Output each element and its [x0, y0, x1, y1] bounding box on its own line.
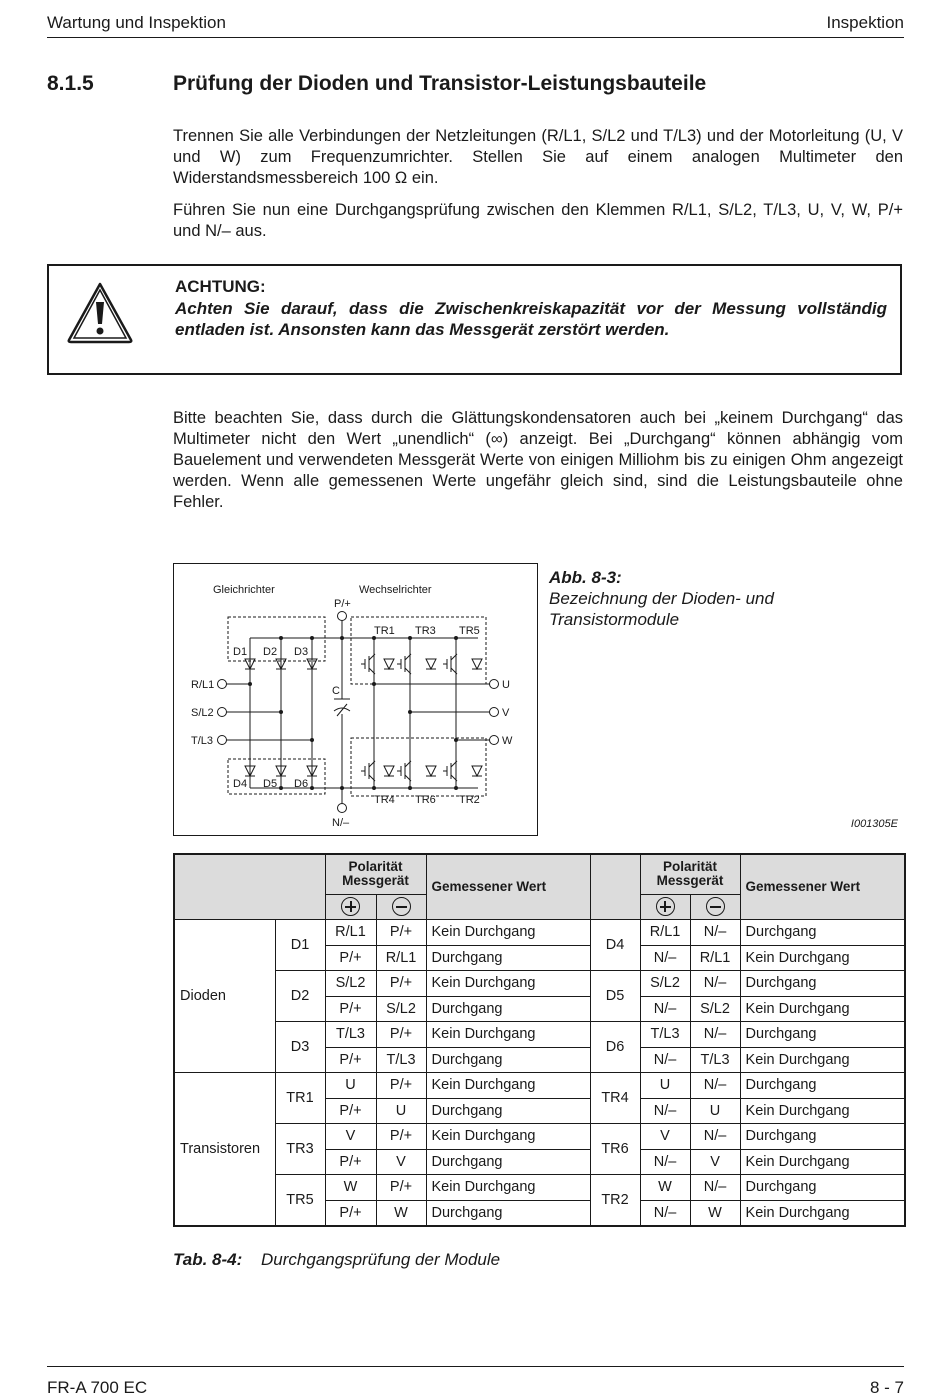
plus-probe-cell: P/+ — [325, 996, 376, 1022]
header-polarity-left: Polarität Messgerät — [325, 854, 426, 894]
plus-probe-cell: N/– — [640, 945, 690, 971]
header-chapter: Wartung und Inspektion — [47, 13, 226, 32]
label-tr1: TR1 — [374, 625, 395, 637]
table-header-row — [174, 854, 905, 894]
label-sl2: S/L2 — [191, 707, 214, 719]
measured-value-cell: Kein Durchgang — [426, 1073, 590, 1099]
table-caption-label: Tab. 8-4: — [173, 1250, 243, 1269]
plus-probe-cell: N/– — [640, 1047, 690, 1073]
measured-value-cell: Durchgang — [740, 1175, 905, 1201]
header-empty-right — [590, 854, 640, 920]
table-row — [174, 1175, 905, 1201]
label-tr3: TR3 — [415, 625, 436, 637]
header-measured-left: Gemessener Wert — [426, 854, 590, 920]
plus-terminal-icon — [640, 894, 690, 920]
module-label: TR5 — [275, 1175, 325, 1226]
measured-value-cell: Kein Durchgang — [740, 996, 905, 1022]
warning-title: ACHTUNG: — [175, 277, 266, 296]
continuity-table — [173, 853, 906, 1227]
minus-probe-cell: P/+ — [376, 1073, 426, 1099]
minus-probe-cell: U — [376, 1098, 426, 1124]
minus-probe-cell: S/L2 — [376, 996, 426, 1022]
module-label: D2 — [275, 971, 325, 1022]
measured-value-cell: Kein Durchgang — [740, 1098, 905, 1124]
measured-value-cell: Durchgang — [426, 1047, 590, 1073]
label-tl3: T/L3 — [191, 735, 214, 747]
header-section: Inspektion — [826, 13, 904, 32]
minus-probe-cell: P/+ — [376, 1022, 426, 1048]
measured-value-cell: Durchgang — [426, 1098, 590, 1124]
module-label: D6 — [590, 1022, 640, 1073]
table-row — [174, 1124, 905, 1150]
figure-caption — [549, 567, 774, 630]
minus-probe-cell: U — [690, 1098, 740, 1124]
label-d3: D3 — [294, 646, 309, 658]
plus-probe-cell: R/L1 — [325, 920, 376, 946]
minus-probe-cell: N/– — [690, 1022, 740, 1048]
measured-value-cell: Kein Durchgang — [740, 1047, 905, 1073]
figure-caption-line2: Transistormodule — [549, 610, 680, 629]
module-label: TR1 — [275, 1073, 325, 1124]
plus-probe-cell: N/– — [640, 1098, 690, 1124]
page-footer — [47, 1366, 904, 1397]
measured-value-cell: Kein Durchgang — [426, 971, 590, 997]
measured-value-cell: Durchgang — [426, 1149, 590, 1175]
plus-probe-cell: T/L3 — [640, 1022, 690, 1048]
plus-terminal-icon — [325, 894, 376, 920]
label-n: N/– — [332, 817, 350, 829]
plus-probe-cell: W — [325, 1175, 376, 1201]
minus-probe-cell: N/– — [690, 1073, 740, 1099]
label-capacitor: C — [332, 685, 340, 697]
paragraph-note: Bitte beachten Sie, dass durch die Glättungskondensatoren auch bei „keinem Durchgang“ das Multimeter nicht den Wert „unendlich“ (∞) anzeigt. Bei „Durchgang“ können abhängig vom Bauelement und verwendeten Messgerät Werte von einigen Milliohm bis zu einigen Ohm angezeigt werden. Wenn alle gemessenen Werte ungefähr gleich sind, sind die Leistungsbauteile ohne Fehler. — [173, 409, 903, 511]
plus-probe-cell: N/– — [640, 1149, 690, 1175]
footer-model: FR-A 700 EC — [47, 1378, 148, 1397]
measured-value-cell: Durchgang — [426, 1200, 590, 1226]
plus-probe-cell: T/L3 — [325, 1022, 376, 1048]
plus-probe-cell: V — [640, 1124, 690, 1150]
minus-probe-cell: N/– — [690, 920, 740, 946]
group-label-transistoren: Transistoren — [174, 1073, 275, 1226]
label-p: P/+ — [334, 598, 351, 610]
minus-probe-cell: R/L1 — [376, 945, 426, 971]
measured-value-cell: Durchgang — [740, 920, 905, 946]
plus-probe-cell: S/L2 — [640, 971, 690, 997]
module-label: TR6 — [590, 1124, 640, 1175]
module-label: D1 — [275, 920, 325, 971]
paragraph-disconnect: Trennen Sie alle Verbindungen der Netzleitungen (R/L1, S/L2 und T/L3) und der Motorleitung (U, V und W) zum Frequenzumrichter. Stellen Sie auf einem analogen Multimeter den Widerstandsmessbereich 100 Ω ein. — [173, 127, 903, 187]
section-title: Prüfung der Dioden und Transistor-Leistungsbauteile — [173, 72, 707, 95]
label-rl1: R/L1 — [191, 679, 215, 691]
minus-probe-cell: W — [690, 1200, 740, 1226]
measured-value-cell: Kein Durchgang — [426, 1175, 590, 1201]
plus-probe-cell: N/– — [640, 996, 690, 1022]
header-measured-right: Gemessener Wert — [740, 854, 905, 920]
footer-page-number: 8 - 7 — [869, 1378, 904, 1397]
label-v: V — [502, 707, 510, 719]
minus-probe-cell: N/– — [690, 1124, 740, 1150]
table-caption-text: Durchgangsprüfung der Module — [261, 1250, 501, 1269]
plus-probe-cell: P/+ — [325, 1047, 376, 1073]
plus-probe-cell: P/+ — [325, 1200, 376, 1226]
label-tr6: TR6 — [415, 794, 436, 806]
minus-probe-cell: T/L3 — [690, 1047, 740, 1073]
label-d4: D4 — [233, 778, 248, 790]
plus-probe-cell: U — [640, 1073, 690, 1099]
label-rectifier: Gleichrichter — [213, 584, 275, 596]
measured-value-cell: Kein Durchgang — [426, 1124, 590, 1150]
label-u: U — [502, 679, 510, 691]
measured-value-cell: Kein Durchgang — [740, 1149, 905, 1175]
plus-probe-cell: P/+ — [325, 1149, 376, 1175]
label-tr2: TR2 — [459, 794, 480, 806]
label-tr5: TR5 — [459, 625, 480, 637]
minus-probe-cell: N/– — [690, 971, 740, 997]
plus-probe-cell: S/L2 — [325, 971, 376, 997]
plus-probe-cell: W — [640, 1175, 690, 1201]
measured-value-cell: Durchgang — [740, 1073, 905, 1099]
measured-value-cell: Durchgang — [426, 996, 590, 1022]
minus-probe-cell: T/L3 — [376, 1047, 426, 1073]
module-label: D3 — [275, 1022, 325, 1073]
table-row — [174, 1022, 905, 1048]
module-label: D4 — [590, 920, 640, 971]
plus-probe-cell: V — [325, 1124, 376, 1150]
figure-caption-label: Abb. 8-3: — [549, 568, 622, 587]
label-d6: D6 — [294, 778, 309, 790]
warning-triangle-icon — [67, 282, 133, 344]
minus-probe-cell: N/– — [690, 1175, 740, 1201]
measured-value-cell: Kein Durchgang — [740, 945, 905, 971]
plus-probe-cell: U — [325, 1073, 376, 1099]
measured-value-cell: Durchgang — [740, 1022, 905, 1048]
module-label: D5 — [590, 971, 640, 1022]
minus-probe-cell: S/L2 — [690, 996, 740, 1022]
header-empty-left — [174, 854, 325, 920]
measured-value-cell: Kein Durchgang — [426, 920, 590, 946]
label-d1: D1 — [233, 646, 248, 658]
plus-probe-cell: P/+ — [325, 1098, 376, 1124]
table-row — [174, 1073, 905, 1099]
table-caption — [173, 1250, 500, 1270]
label-w: W — [502, 735, 513, 747]
group-label-dioden: Dioden — [174, 920, 275, 1073]
page-header — [47, 12, 904, 38]
paragraph-continuity: Führen Sie nun eine Durchgangsprüfung zwischen den Klemmen R/L1, S/L2, T/L3, U, V, W, P/+ und N/– aus. — [173, 201, 903, 240]
plus-probe-cell: P/+ — [325, 945, 376, 971]
minus-probe-cell: P/+ — [376, 1124, 426, 1150]
measured-value-cell: Kein Durchgang — [740, 1200, 905, 1226]
module-label: TR3 — [275, 1124, 325, 1175]
module-label: TR2 — [590, 1175, 640, 1226]
label-d5: D5 — [263, 778, 278, 790]
minus-probe-cell: P/+ — [376, 920, 426, 946]
minus-probe-cell: R/L1 — [690, 945, 740, 971]
minus-probe-cell: W — [376, 1200, 426, 1226]
measured-value-cell: Durchgang — [740, 971, 905, 997]
header-polarity-right: Polarität Messgerät — [640, 854, 740, 894]
module-label: TR4 — [590, 1073, 640, 1124]
plus-probe-cell: R/L1 — [640, 920, 690, 946]
minus-terminal-icon — [376, 894, 426, 920]
figure-id: I001305E — [850, 818, 898, 830]
circuit-diagram — [173, 563, 538, 836]
minus-probe-cell: V — [690, 1149, 740, 1175]
label-inverter: Wechselrichter — [359, 584, 432, 596]
warning-box — [47, 264, 902, 375]
warning-text: Achten Sie darauf, dass die Zwischenkreiskapazität vor der Messung vollständig entladen ist. Ansonsten kann das Messgerät zerstört werden. — [175, 299, 887, 339]
minus-terminal-icon — [690, 894, 740, 920]
minus-probe-cell: P/+ — [376, 1175, 426, 1201]
table-row — [174, 971, 905, 997]
minus-probe-cell: V — [376, 1149, 426, 1175]
minus-probe-cell: P/+ — [376, 971, 426, 997]
figure-caption-line1: Bezeichnung der Dioden- und — [549, 589, 774, 608]
measured-value-cell: Durchgang — [426, 945, 590, 971]
measured-value-cell: Kein Durchgang — [426, 1022, 590, 1048]
label-tr4: TR4 — [374, 794, 395, 806]
label-d2: D2 — [263, 646, 278, 658]
table-row — [174, 920, 905, 946]
measured-value-cell: Durchgang — [740, 1124, 905, 1150]
section-number: 8.1.5 — [47, 72, 94, 95]
plus-probe-cell: N/– — [640, 1200, 690, 1226]
